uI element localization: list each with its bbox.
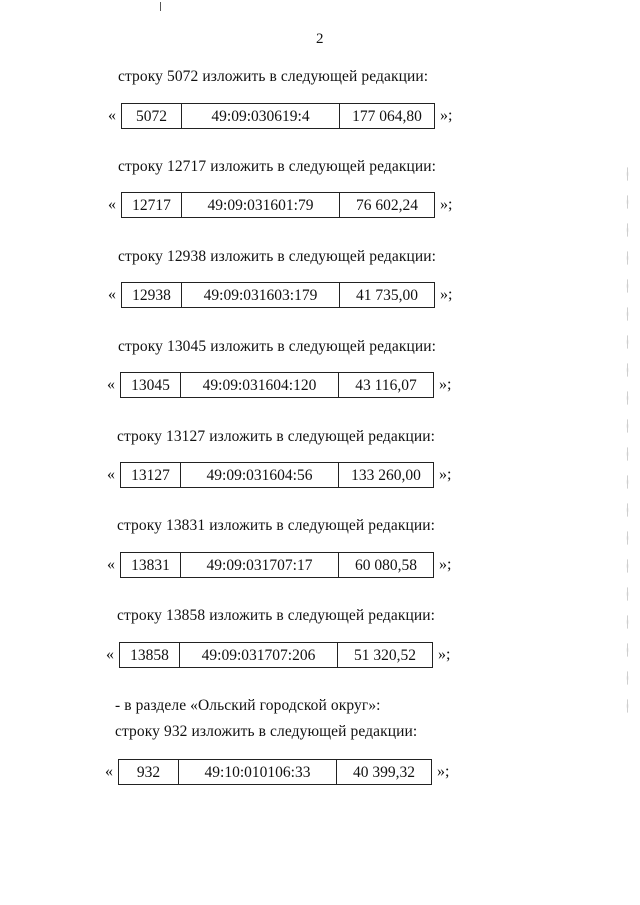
value-cell: 60 080,58 xyxy=(355,556,417,574)
amendment-heading: строку 12717 изложить в следующей редакции: xyxy=(118,158,437,175)
cadastral-number-cell: 49:09:031707:206 xyxy=(180,643,338,667)
quote-close: »; xyxy=(440,286,453,303)
table-row xyxy=(120,372,434,398)
quote-close: »; xyxy=(437,763,450,780)
amendment-heading: строку 12938 изложить в следующей редакции: xyxy=(118,248,437,265)
quote-close: »; xyxy=(439,376,452,393)
quote-open: « xyxy=(108,107,116,124)
row-number-cell: 5072 xyxy=(122,104,182,128)
quote-open: « xyxy=(108,286,116,303)
cadastral-number-cell: 49:09:031604:120 xyxy=(181,373,339,397)
amendment-heading: строку 932 изложить в следующей редакции: xyxy=(115,723,418,740)
amendment-heading: строку 13858 изложить в следующей редакции: xyxy=(117,607,436,624)
quote-open: « xyxy=(105,763,113,780)
table-row xyxy=(119,642,433,668)
cadastral-number-cell: 49:09:031707:17 xyxy=(181,553,339,577)
quote-open: « xyxy=(108,196,116,213)
amendment-heading: строку 13045 изложить в следующей редакции: xyxy=(118,338,437,355)
value-cell: 41 735,00 xyxy=(356,286,418,304)
quote-close: »; xyxy=(439,556,452,573)
table-row xyxy=(118,759,432,785)
value-cell: 76 602,24 xyxy=(356,196,418,214)
cadastral-number-cell: 49:09:030619:4 xyxy=(182,104,340,128)
quote-close: »; xyxy=(440,107,453,124)
cadastral-number-cell: 49:10:010106:33 xyxy=(179,760,337,784)
table-row xyxy=(120,462,434,488)
page-number: 2 xyxy=(316,31,324,47)
table-row xyxy=(121,192,435,218)
value-cell: 51 320,52 xyxy=(354,646,416,664)
cadastral-number-cell: 49:09:031603:179 xyxy=(182,283,340,307)
quote-open: « xyxy=(107,556,115,573)
table-row xyxy=(121,282,435,308)
quote-close: »; xyxy=(440,196,453,213)
amendment-heading: строку 5072 изложить в следующей редакции: xyxy=(118,68,429,85)
quote-close: »; xyxy=(438,646,451,663)
value-cell: 40 399,32 xyxy=(353,763,415,781)
table-row xyxy=(120,552,434,578)
value-cell: 43 116,07 xyxy=(355,376,417,394)
row-number-cell: 13127 xyxy=(121,463,181,487)
table-row xyxy=(121,103,435,129)
quote-close: »; xyxy=(439,466,452,483)
scan-artifact xyxy=(160,2,161,11)
cadastral-number-cell: 49:09:031601:79 xyxy=(182,193,340,217)
scan-dot-artifacts xyxy=(626,160,629,720)
quote-open: « xyxy=(106,646,114,663)
cadastral-number-cell: 49:09:031604:56 xyxy=(181,463,339,487)
amendment-heading: строку 13127 изложить в следующей редакции: xyxy=(117,428,436,445)
section-heading: - в разделе «Ольский городской округ»: xyxy=(115,697,381,714)
row-number-cell: 12717 xyxy=(122,193,182,217)
row-number-cell: 12938 xyxy=(122,283,182,307)
row-number-cell: 13045 xyxy=(121,373,181,397)
quote-open: « xyxy=(107,466,115,483)
value-cell: 177 064,80 xyxy=(352,107,422,125)
amendment-heading: строку 13831 изложить в следующей редакции: xyxy=(117,517,436,534)
row-number-cell: 932 xyxy=(119,760,179,784)
row-number-cell: 13831 xyxy=(121,553,181,577)
value-cell: 133 260,00 xyxy=(351,466,421,484)
quote-open: « xyxy=(107,376,115,393)
row-number-cell: 13858 xyxy=(120,643,180,667)
